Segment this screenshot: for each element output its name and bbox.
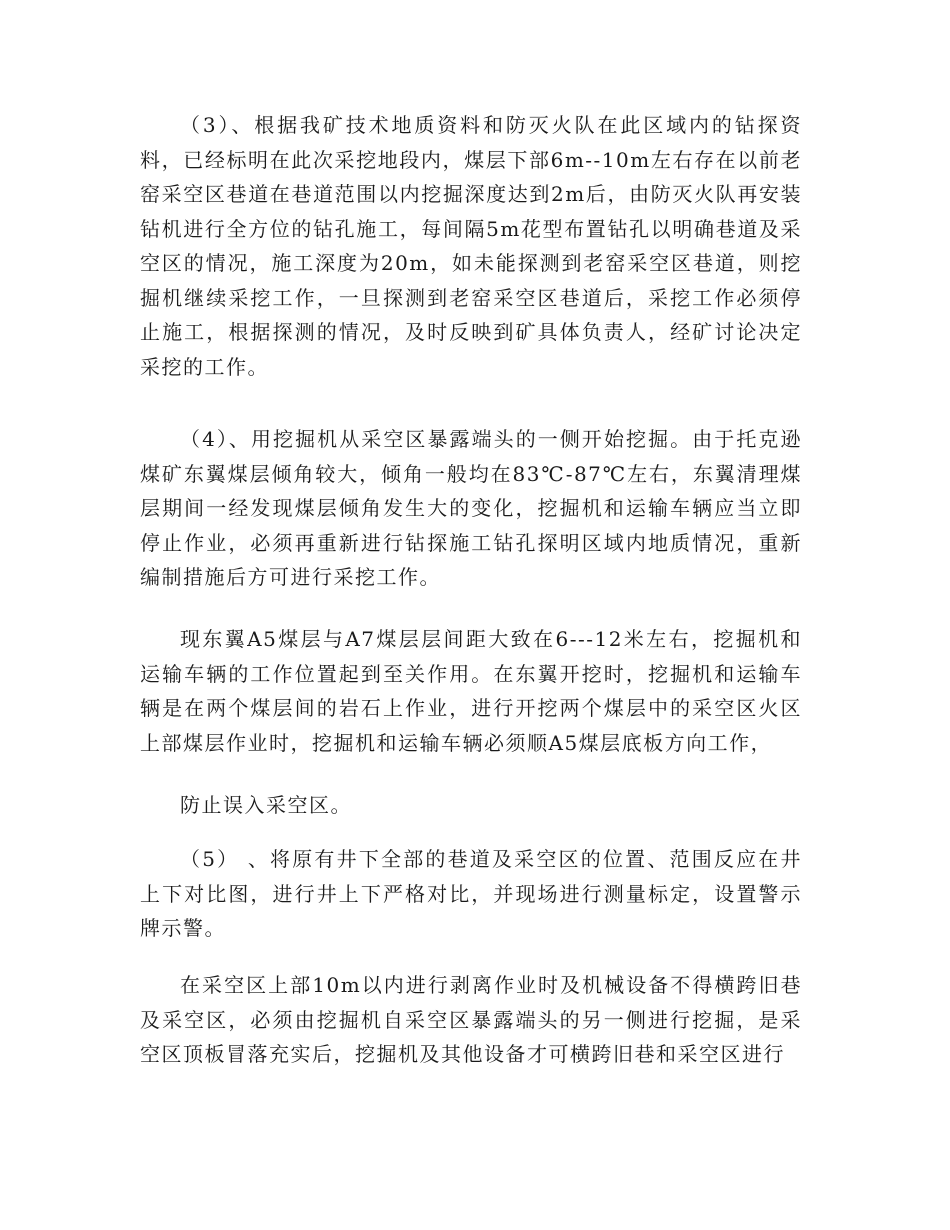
paragraph-stripping-operation: 在采空区上部10m以内进行剥离作业时及机械设备不得横跨旧巷及采空区，必须由挖掘机自采空区暴露端头的另一侧进行挖掘，是采空区顶板冒落充实后，挖掘机及其他设备才可横跨旧巷和采空区进行	[140, 973, 802, 1066]
paragraph-step-3: （3）、根据我矿技术地质资料和防灭火队在此区域内的钻探资料，已经标明在此次采挖地段内，煤层下部6m--10m左右存在以前老窑采空区巷道在巷道范围以内挖掘深度达到2m后，由防灭火队再安装钻机进行全方位的钻孔施工，每间隔5m花型布置钻孔以明确巷道及采空区的情况，施工深度为20m，如未能探测到老窑采空区巷道，则挖掘机继续采挖工作，一旦探测到老窑采空区巷道后，采挖工作必须停止施工，根据探测的情况，及时反映到矿具体负责人，经矿讨论决定采挖的工作。	[140, 113, 802, 379]
paragraph-prevent-entry: 防止误入采空区。	[180, 793, 352, 817]
paragraph-step-5: （5） 、将原有井下全部的巷道及采空区的位置、范围反应在井上下对比图，进行井上下严格对比，并现场进行测量标定，设置警示牌示警。	[140, 847, 802, 940]
paragraph-step-4: （4）、用挖掘机从采空区暴露端头的一侧开始挖掘。由于托克逊煤矿东翼煤层倾角较大，倾角一般均在83℃-87℃左右，东翼清理煤层期间一经发现煤层倾角发生大的变化，挖掘机和运输车辆应当立即停止作业，必须再重新进行钻探施工钻孔探明区域内地质情况，重新编制措施后方可进行采挖工作。	[140, 427, 802, 589]
paragraph-seam-spacing: 现东翼A5煤层与A7煤层层间距大致在6---12米左右，挖掘机和运输车辆的工作位置起到至关作用。在东翼开挖时，挖掘机和运输车辆是在两个煤层间的岩石上作业，进行开挖两个煤层中的采空区火区上部煤层作业时，挖掘机和运输车辆必须顺A5煤层底板方向工作，	[140, 627, 802, 755]
